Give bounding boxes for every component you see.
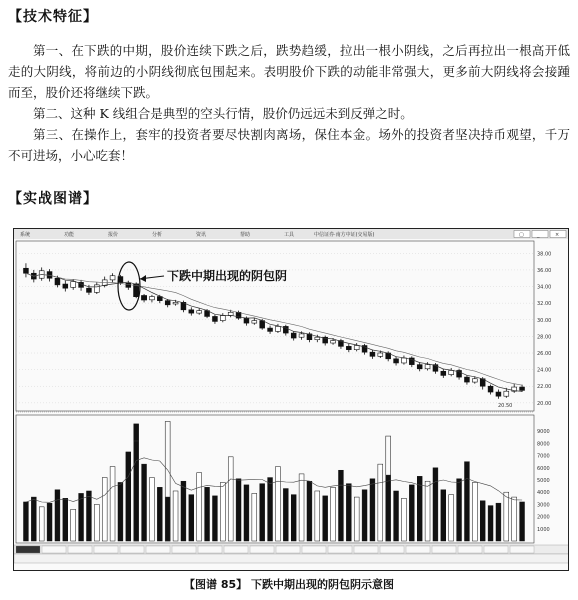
menu-item[interactable]: 工具	[284, 232, 295, 238]
volume-bar	[71, 509, 76, 541]
volume-bar	[433, 468, 438, 541]
volume-tick-label: 5000	[537, 478, 550, 484]
bearish-candle	[126, 283, 131, 287]
volume-bar	[512, 497, 517, 541]
volume-bar	[378, 464, 383, 541]
section-heading-tech: 【技术特征】	[8, 9, 98, 25]
volume-bar	[39, 507, 44, 541]
bullish-candle	[472, 379, 477, 382]
volume-tick-label: 1000	[537, 526, 550, 533]
bearish-candle	[268, 328, 273, 331]
paragraph-2: 第二、这种 K 线组合是典型的空头行情，股价仍远远未到反弹之时。	[33, 106, 413, 121]
bullish-candle	[354, 346, 359, 350]
bullish-candle	[504, 391, 509, 396]
volume-bar	[504, 492, 509, 541]
bearish-candle	[394, 359, 399, 363]
volume-bar	[291, 495, 296, 541]
menu-item[interactable]: 报价	[108, 232, 119, 238]
bearish-candle	[464, 377, 469, 382]
volume-bar	[220, 482, 225, 541]
price-tick-label: 32.00	[537, 301, 552, 308]
volume-bar	[126, 452, 131, 541]
price-tick-label: 36.00	[537, 267, 552, 274]
chart-tab[interactable]	[380, 546, 404, 553]
chart-tab[interactable]	[68, 546, 92, 553]
volume-tick-label: 6000	[537, 465, 550, 472]
volume-bar	[307, 481, 312, 541]
bearish-candle	[55, 278, 60, 285]
bearish-candle	[63, 284, 68, 288]
bearish-candle	[165, 301, 170, 305]
volume-bar	[394, 491, 399, 541]
chart-tab[interactable]	[510, 546, 534, 553]
paragraph-1: 第一、在下跌的中期，股价连续下跌之后，跌势趋缓，拉出一根小阴线，之后再拉出一根高开低走的大阴线，将前边的小阴线彻底包围起来。表明股价下跌的动能非常强大，更多前大阴线将会接踵而至，股价还将继续下跌。	[8, 43, 570, 100]
volume-bar	[252, 493, 257, 541]
volume-bar	[149, 478, 154, 541]
moving-average-line	[26, 273, 522, 385]
bearish-candle	[189, 310, 194, 313]
volume-bar	[260, 484, 265, 541]
chart-tab[interactable]	[302, 546, 326, 553]
chart-tab[interactable]	[120, 546, 144, 553]
volume-bar	[134, 424, 139, 541]
volume-bar	[441, 490, 446, 541]
volume-bar	[480, 501, 485, 541]
volume-bar	[386, 475, 391, 541]
chart-tab[interactable]	[42, 546, 66, 553]
bullish-candle	[197, 311, 202, 313]
bearish-candle	[212, 316, 217, 321]
bullish-candle	[378, 353, 383, 356]
chart-tab[interactable]	[406, 546, 430, 553]
volume-tick-label: 2000	[537, 514, 550, 521]
volume-bar	[47, 503, 52, 541]
volume-bar	[79, 493, 84, 541]
bullish-candle	[275, 326, 280, 331]
bullish-candle	[315, 337, 320, 339]
volume-bar	[275, 467, 280, 541]
section-heading-chart: 【实战图谱】	[8, 191, 98, 207]
volume-tick-label: 4000	[537, 490, 550, 497]
bullish-candle	[110, 276, 115, 280]
volume-bar	[346, 484, 351, 541]
bearish-candle	[496, 392, 501, 396]
bearish-candle	[417, 365, 422, 369]
volume-bar	[197, 473, 202, 541]
chart-tab[interactable]	[354, 546, 378, 553]
price-tick-label: 38.00	[537, 251, 552, 258]
volume-bar	[181, 481, 186, 541]
price-tick-label: 24.00	[537, 367, 552, 374]
bullish-candle	[299, 334, 304, 337]
window-button[interactable]	[532, 231, 548, 238]
bullish-candle	[149, 297, 154, 300]
bullish-candle	[449, 370, 454, 374]
bearish-candle	[488, 386, 493, 392]
volume-bar	[464, 462, 469, 541]
body-text	[8, 40, 570, 166]
status-bar	[14, 554, 569, 563]
volume-tick-label: 7000	[537, 453, 550, 460]
price-tick-label: 26.00	[537, 351, 552, 357]
bearish-candle	[23, 268, 28, 273]
bullish-candle	[173, 302, 178, 304]
volume-bar	[173, 491, 178, 541]
bearish-candle	[291, 333, 296, 338]
volume-bar	[354, 497, 359, 541]
volume-bar	[425, 481, 430, 541]
chart-tab[interactable]	[146, 546, 170, 553]
price-tick-label: 22.00	[537, 384, 552, 391]
bullish-candle	[220, 316, 225, 321]
volume-bar	[362, 490, 367, 541]
paragraph-3: 第三、在操作上，套牢的投资者要尽快割肉离场，保住本金。场外的投资者坚决持币观望，千万不可进场，小心吃套！	[8, 127, 570, 163]
price-panel	[16, 241, 534, 411]
chart-tab[interactable]	[432, 546, 456, 553]
figure-caption: 【图谱 85】 下跌中期出现的阴包阴示意图	[184, 578, 394, 591]
volume-bar	[23, 502, 28, 541]
volume-bar	[409, 485, 414, 541]
bearish-candle	[441, 371, 446, 375]
bullish-candle	[71, 282, 76, 288]
volume-bar	[370, 479, 375, 541]
volume-bar	[449, 495, 454, 541]
chart-tab[interactable]	[198, 546, 222, 553]
bearish-candle	[520, 387, 525, 390]
volume-bar	[331, 487, 336, 541]
volume-bar	[228, 457, 233, 541]
menu-item[interactable]: 资讯	[196, 232, 207, 238]
volume-average-line	[26, 458, 522, 503]
volume-bar	[31, 497, 36, 541]
bullish-candle	[331, 341, 336, 343]
moving-average-line	[26, 273, 522, 391]
volume-tick-label: 3000	[537, 502, 550, 509]
volume-bar	[315, 491, 320, 541]
volume-bar	[472, 482, 477, 541]
bearish-candle	[244, 318, 249, 323]
volume-bar	[401, 498, 406, 541]
volume-bar	[63, 498, 68, 541]
volume-tick-label: 8000	[537, 441, 550, 448]
volume-tick-label: 9000	[537, 429, 550, 436]
window-button-label: _	[537, 232, 540, 238]
bearish-candle	[370, 352, 375, 356]
chart-tab[interactable]	[224, 546, 248, 553]
stock-chart-screenshot	[13, 228, 569, 571]
bullish-candle	[401, 358, 406, 363]
volume-bar	[417, 476, 422, 541]
bullish-candle	[425, 365, 430, 369]
bullish-candle	[94, 285, 99, 292]
chart-tab[interactable]	[276, 546, 300, 553]
volume-bar	[520, 502, 525, 541]
chart-tab[interactable]	[94, 546, 118, 553]
volume-bar	[189, 495, 194, 541]
low-price-marker: 20.50	[498, 403, 513, 409]
bullish-candle	[252, 321, 257, 323]
price-tick-label: 28.00	[537, 334, 552, 341]
volume-bar	[212, 496, 217, 541]
bearish-candle	[142, 296, 147, 300]
chart-tab[interactable]	[328, 546, 352, 553]
volume-bar	[118, 482, 123, 541]
volume-bar	[338, 470, 343, 541]
volume-bar	[94, 504, 99, 541]
volume-bar	[55, 490, 60, 541]
volume-bar	[244, 485, 249, 541]
volume-bar	[323, 496, 328, 541]
volume-bar	[142, 464, 147, 541]
volume-bar	[496, 503, 501, 541]
window-button-label: ×	[555, 232, 560, 238]
chart-tab[interactable]	[458, 546, 482, 553]
volume-bar	[86, 491, 91, 541]
annotation-label: 下跌中期出现的阴包阴	[167, 269, 288, 283]
chart-tab[interactable]	[250, 546, 274, 553]
price-tick-label: 34.00	[537, 284, 552, 291]
volume-bar	[268, 478, 273, 541]
volume-bar	[205, 487, 210, 541]
volume-bar	[102, 478, 107, 541]
bearish-candle	[346, 346, 351, 349]
volume-bar	[110, 467, 115, 541]
menu-item[interactable]: 帮助	[240, 232, 251, 238]
volume-bar	[236, 479, 241, 541]
bearish-candle	[86, 288, 91, 292]
chart-tab[interactable]	[16, 546, 40, 553]
bearish-candle	[260, 321, 265, 328]
menu-item[interactable]: 功能	[64, 232, 75, 238]
volume-panel	[16, 415, 534, 543]
volume-bar	[165, 497, 170, 541]
price-tick-label: 20.00	[537, 400, 552, 407]
arrow-head-icon	[140, 275, 146, 282]
chart-tab[interactable]	[484, 546, 508, 553]
price-tick-label: 30.00	[537, 317, 552, 324]
menu-item[interactable]: 分析	[152, 232, 163, 238]
volume-bar	[157, 487, 162, 541]
chart-tab[interactable]	[172, 546, 196, 553]
menu-item[interactable]: 系统	[20, 232, 31, 238]
volume-bar	[488, 506, 493, 541]
volume-bar	[299, 474, 304, 541]
volume-bar	[283, 489, 288, 541]
candlestick-chart	[14, 229, 569, 571]
window-title: 中信证券·南方中证(交易版)	[314, 232, 375, 238]
volume-bar	[457, 479, 462, 541]
window-button-label: ▢	[519, 232, 524, 238]
